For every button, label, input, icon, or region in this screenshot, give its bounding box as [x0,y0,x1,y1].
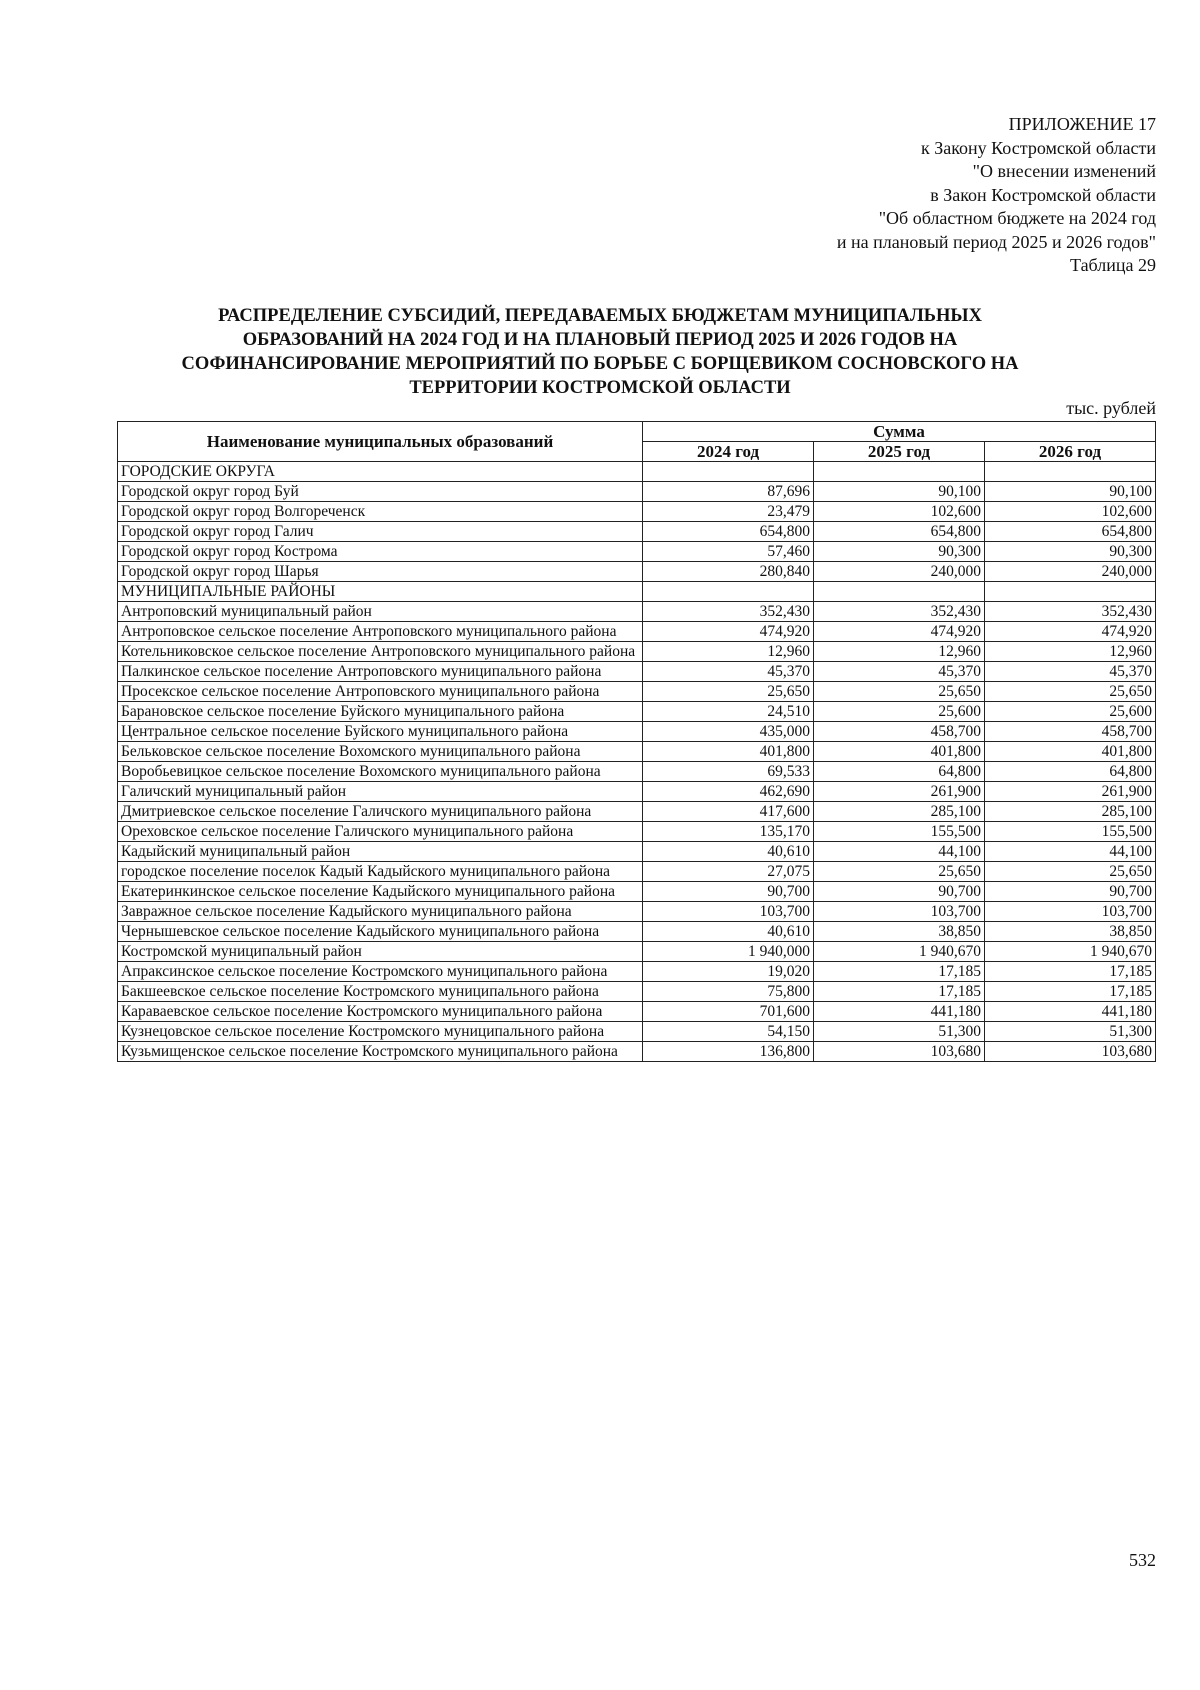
municipality-name: Антроповское сельское поселение Антроповского муниципального района [118,622,643,642]
amount-2026: 240,000 [985,562,1156,582]
municipality-name: Барановское сельское поселение Буйского муниципального района [118,702,643,722]
amount-2024: 19,020 [643,962,814,982]
amount-2024: 40,610 [643,922,814,942]
municipality-name: Бакшеевское сельское поселение Костромского муниципального района [118,982,643,1002]
amount-2024: 136,800 [643,1042,814,1062]
municipality-name: Городской округ город Кострома [118,542,643,562]
amount-2026: 285,100 [985,802,1156,822]
table-row [118,902,1156,922]
table-row [118,502,1156,522]
amount-2026: 441,180 [985,1002,1156,1022]
appendix-line: и на плановый период 2025 и 2026 годов" [836,231,1156,252]
amount-2025: 90,100 [814,482,985,502]
amount-2024: 280,840 [643,562,814,582]
municipality-name: Чернышевское сельское поселение Кадыйского муниципального района [118,922,643,942]
amount-2026: 44,100 [985,842,1156,862]
title-line: ТЕРРИТОРИИ КОСТРОМСКОЙ ОБЛАСТИ [409,378,791,398]
amount-2026: 654,800 [985,522,1156,542]
title-line: РАСПРЕДЕЛЕНИЕ СУБСИДИЙ, ПЕРЕДАВАЕМЫХ БЮДЖЕТАМ МУНИЦИПАЛЬНЫХ [218,306,982,326]
column-header-2025: 2025 год [814,442,985,462]
table-row [118,942,1156,962]
table-row [118,962,1156,982]
amount-2024: 23,479 [643,502,814,522]
amount-2026: 25,600 [985,702,1156,722]
amount-2025: 25,650 [814,862,985,882]
amount-2024: 54,150 [643,1022,814,1042]
amount-2024: 401,800 [643,742,814,762]
amount-2025: 441,180 [814,1002,985,1022]
municipality-name: Кадыйский муниципальный район [118,842,643,862]
amount-2025: 458,700 [814,722,985,742]
municipality-name: Екатеринкинское сельское поселение Кадыйского муниципального района [118,882,643,902]
amount-2025: 103,700 [814,902,985,922]
amount-2025: 64,800 [814,762,985,782]
table-row [118,862,1156,882]
table-row [118,842,1156,862]
table-row [118,722,1156,742]
amount-2026: 352,430 [985,602,1156,622]
municipality-name: Апраксинское сельское поселение Костромского муниципального района [118,962,643,982]
amount-2024: 352,430 [643,602,814,622]
municipality-name: Дмитриевское сельское поселение Галичского муниципального района [118,802,643,822]
amount-2024 [643,582,814,602]
municipality-name: Кузьмищенское сельское поселение Костромского муниципального района [118,1042,643,1062]
table-row [118,1002,1156,1022]
amount-2024: 90,700 [643,882,814,902]
municipality-name: Воробьевицкое сельское поселение Вохомского муниципального района [118,762,643,782]
amount-2026 [985,462,1156,482]
table-row [118,622,1156,642]
amount-2024: 25,650 [643,682,814,702]
amount-2025: 103,680 [814,1042,985,1062]
municipality-name: Городской округ город Волгореченск [118,502,643,522]
amount-2026: 90,700 [985,882,1156,902]
column-header-name: Наименование муниципальных образований [118,422,643,462]
amount-2025 [814,582,985,602]
amount-2026: 401,800 [985,742,1156,762]
municipality-name: Кузнецовское сельское поселение Костромского муниципального района [118,1022,643,1042]
amount-2025: 474,920 [814,622,985,642]
column-header-2024: 2024 год [643,442,814,462]
table-number: Таблица 29 [1070,255,1156,275]
column-header-2026: 2026 год [985,442,1156,462]
amount-2026: 38,850 [985,922,1156,942]
municipality-name: Городской округ город Галич [118,522,643,542]
amount-2024: 87,696 [643,482,814,502]
appendix-header [656,113,1156,278]
amount-2026: 458,700 [985,722,1156,742]
amount-2026: 103,680 [985,1042,1156,1062]
table-row [118,1022,1156,1042]
municipality-name: Просекское сельское поселение Антроповского муниципального района [118,682,643,702]
amount-2024: 417,600 [643,802,814,822]
amount-2024: 435,000 [643,722,814,742]
amount-2025: 25,600 [814,702,985,722]
amount-2025: 90,700 [814,882,985,902]
amount-2025: 17,185 [814,982,985,1002]
amount-2025 [814,462,985,482]
amount-2026: 12,960 [985,642,1156,662]
amount-2026: 51,300 [985,1022,1156,1042]
amount-2025: 285,100 [814,802,985,822]
table-row [118,462,1156,482]
municipality-name: Галичский муниципальный район [118,782,643,802]
municipality-name: Ореховское сельское поселение Галичского муниципального района [118,822,643,842]
amount-2025: 45,370 [814,662,985,682]
amount-2024: 135,170 [643,822,814,842]
table-row [118,1042,1156,1062]
amount-2024: 40,610 [643,842,814,862]
amount-2024 [643,462,814,482]
municipality-name: Костромской муниципальный район [118,942,643,962]
amount-2026: 155,500 [985,822,1156,842]
amount-2026: 17,185 [985,982,1156,1002]
appendix-line: к Закону Костромской области [920,137,1156,158]
amount-2025: 240,000 [814,562,985,582]
amount-2024: 1 940,000 [643,942,814,962]
amount-2025: 102,600 [814,502,985,522]
table-row [118,802,1156,822]
amount-2024: 27,075 [643,862,814,882]
table-row [118,702,1156,722]
amount-2025: 44,100 [814,842,985,862]
amount-2024: 701,600 [643,1002,814,1022]
table-row [118,522,1156,542]
amount-2024: 69,533 [643,762,814,782]
table-row [118,762,1156,782]
amount-2026: 25,650 [985,682,1156,702]
table-row [118,982,1156,1002]
amount-2026: 261,900 [985,782,1156,802]
municipality-name: Котельниковское сельское поселение Антроповского муниципального района [118,642,643,662]
amount-2026: 103,700 [985,902,1156,922]
document-title [140,304,1060,400]
municipality-name: Бельковское сельское поселение Вохомского муниципального района [118,742,643,762]
amount-2024: 45,370 [643,662,814,682]
amount-2024: 474,920 [643,622,814,642]
table-row [118,822,1156,842]
table-row [118,882,1156,902]
municipality-name: Городской округ город Буй [118,482,643,502]
table-row [118,922,1156,942]
table-row [118,782,1156,802]
amount-2025: 51,300 [814,1022,985,1042]
table-row [118,582,1156,602]
appendix-line: "О внесении изменений [972,161,1156,181]
column-header-sum: Сумма [643,422,1156,442]
units-label: тыс. рублей [1066,398,1156,418]
amount-2024: 12,960 [643,642,814,662]
amount-2024: 24,510 [643,702,814,722]
amount-2026: 25,650 [985,862,1156,882]
amount-2026: 102,600 [985,502,1156,522]
subsidy-table [117,421,1156,1062]
table-row [118,602,1156,622]
municipality-name: ГОРОДСКИЕ ОКРУГА [118,462,643,482]
municipality-name: городское поселение поселок Кадый Кадыйского муниципального района [118,862,643,882]
amount-2026: 474,920 [985,622,1156,642]
appendix-line: ПРИЛОЖЕНИЕ 17 [1008,114,1156,134]
amount-2024: 654,800 [643,522,814,542]
amount-2025: 38,850 [814,922,985,942]
table-row [118,662,1156,682]
amount-2025: 90,300 [814,542,985,562]
amount-2024: 103,700 [643,902,814,922]
title-line: СОФИНАНСИРОВАНИЕ МЕРОПРИЯТИЙ ПО БОРЬБЕ С БОРЩЕВИКОМ СОСНОВСКОГО НА [181,354,1019,374]
amount-2025: 12,960 [814,642,985,662]
table-row [118,742,1156,762]
amount-2026: 64,800 [985,762,1156,782]
amount-2026: 17,185 [985,962,1156,982]
page-number: 532 [1129,1550,1156,1570]
amount-2025: 401,800 [814,742,985,762]
appendix-line: в Закон Костромской области [930,184,1156,205]
amount-2025: 155,500 [814,822,985,842]
amount-2024: 462,690 [643,782,814,802]
title-line: ОБРАЗОВАНИЙ НА 2024 ГОД И НА ПЛАНОВЫЙ ПЕРИОД 2025 И 2026 ГОДОВ НА [242,330,958,350]
amount-2025: 25,650 [814,682,985,702]
amount-2026 [985,582,1156,602]
amount-2026: 1 940,670 [985,942,1156,962]
amount-2026: 90,100 [985,482,1156,502]
municipality-name: Палкинское сельское поселение Антроповского муниципального района [118,662,643,682]
amount-2024: 57,460 [643,542,814,562]
amount-2025: 17,185 [814,962,985,982]
appendix-line: "Об областном бюджете на 2024 год [878,208,1156,228]
municipality-name: Антроповский муниципальный район [118,602,643,622]
table-row [118,682,1156,702]
municipality-name: Завражное сельское поселение Кадыйского муниципального района [118,902,643,922]
amount-2025: 654,800 [814,522,985,542]
municipality-name: Караваевское сельское поселение Костромского муниципального района [118,1002,643,1022]
municipality-name: Центральное сельское поселение Буйского муниципального района [118,722,643,742]
table-body [118,462,1156,1062]
municipality-name: МУНИЦИПАЛЬНЫЕ РАЙОНЫ [118,582,643,602]
amount-2025: 1 940,670 [814,942,985,962]
municipality-name: Городской округ город Шарья [118,562,643,582]
amount-2024: 75,800 [643,982,814,1002]
table-row [118,482,1156,502]
table-row [118,542,1156,562]
amount-2025: 261,900 [814,782,985,802]
amount-2026: 45,370 [985,662,1156,682]
table-row [118,562,1156,582]
amount-2026: 90,300 [985,542,1156,562]
table-row [118,642,1156,662]
amount-2025: 352,430 [814,602,985,622]
